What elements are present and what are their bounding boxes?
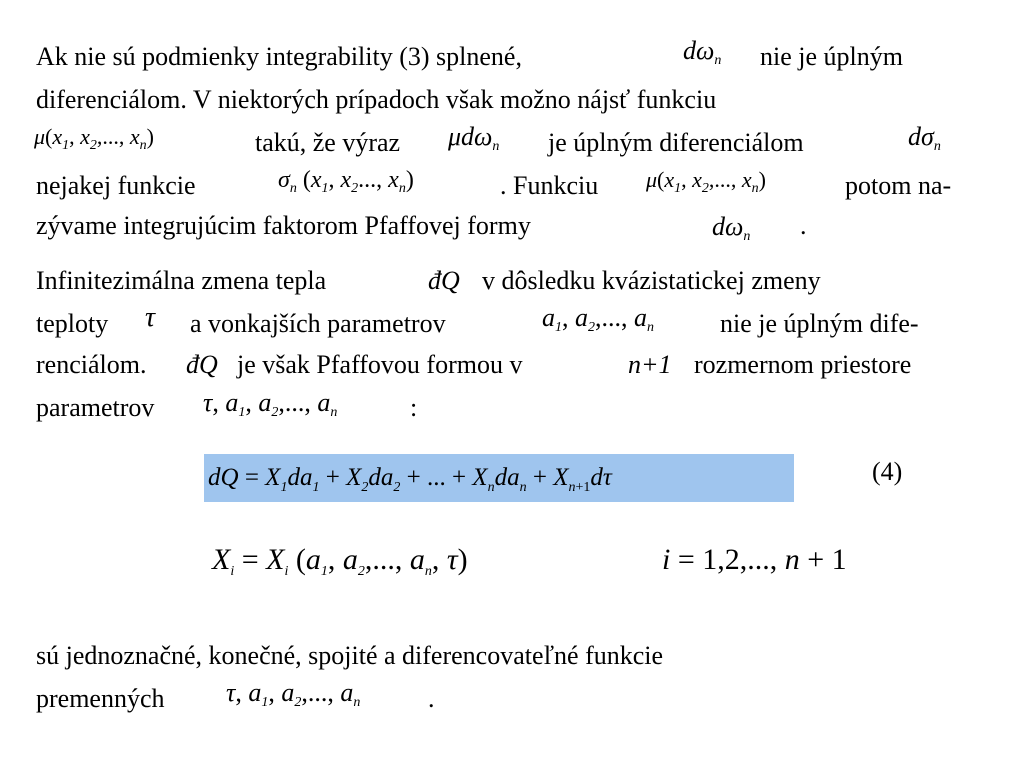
para1-line4c: potom na- xyxy=(845,171,952,200)
equation-number: (4) xyxy=(872,457,903,486)
para1-line1-end: nie je úplným xyxy=(760,42,903,71)
para2-line4a: parametrov xyxy=(36,393,155,422)
para2-n-plus-1: n+1 xyxy=(628,350,672,379)
equation-xi-definition: $X_i = X_i$ ($a_1$, $a_2$,..., $a_n$, τ) xyxy=(212,543,468,579)
para2-line2b: a vonkajších parametrov xyxy=(190,309,446,338)
para3-line1: sú jednoznačné, konečné, spojité a diferencovateľné funkcie xyxy=(36,641,664,670)
para2-dq-symbol-2: đQ xyxy=(186,350,218,379)
math-mu-domega-n: μdω$_n$ xyxy=(448,122,500,154)
para1-line3b: je úplným diferenciálom xyxy=(548,128,804,157)
para2-line3a: renciálom. xyxy=(36,350,147,379)
para1-line5: zývame integrujúcim faktorom Pfaffovej formy xyxy=(36,211,531,240)
para2-line2c: nie je úplným dife- xyxy=(720,309,919,338)
math-tau-a1-an-2: τ, $a_1$, $a_2$,..., $a_n$ xyxy=(226,678,361,710)
math-dsigma-n: $d\sigma_n$ xyxy=(908,122,941,154)
para1-line3a: takú, že výraz xyxy=(255,128,401,157)
math-domega-n-1: $d\omega_n$ xyxy=(683,36,722,68)
para2-line1b: v dôsledku kvázistatickej zmeny xyxy=(482,266,821,295)
para2-line3b: je však Pfaffovou formou v xyxy=(237,350,523,379)
para3-line2: premenných xyxy=(36,684,165,713)
para2-dq-symbol-1: đQ xyxy=(428,266,460,295)
para1-line4b: . Funkciu xyxy=(500,171,599,200)
para3-period: . xyxy=(428,684,435,713)
math-a1-an: $a_1$, $a_2$,..., $a_n$ xyxy=(542,303,654,335)
para1-line4a: nejakej funkcie xyxy=(36,171,196,200)
para2-colon: : xyxy=(410,393,418,422)
math-tau: τ xyxy=(145,302,156,333)
equation-index-range: i = 1,2,..., n + 1 xyxy=(662,543,847,576)
para1-line2: diferenciálom. V niektorých prípadoch však možno nájsť funkciu xyxy=(36,85,717,114)
para2-line3c: rozmernom priestore xyxy=(694,350,912,379)
para2-line2a: teploty xyxy=(36,309,109,338)
math-domega-n-2: $d\omega_n$ xyxy=(712,212,751,244)
para2-line1a: Infinitezimálna zmena tepla xyxy=(36,266,327,295)
math-mu-x1-xn-2: $\mu(x_1$, $x_2$,..., $x_n$) xyxy=(646,167,766,196)
equation-pfaff-form: dQ = $X_1da_1 + X_2da_2$ + ... + $X_nda_n + X_{n+1}d\tau$ xyxy=(204,454,794,502)
math-mu-x1-xn: $\mu(x_1$, $x_2$,..., $x_n$) xyxy=(34,124,154,153)
math-tau-a1-an: τ, $a_1$, $a_2$,..., $a_n$ xyxy=(203,388,338,420)
para1-line5-end: . xyxy=(800,211,807,240)
para1-line1: Ak nie sú podmienky integrability (3) splnené, xyxy=(36,42,522,71)
math-sigma-n-x1-xn: $\sigma_n$ ($x_1$, $x_2$..., $x_n$) xyxy=(278,167,414,196)
